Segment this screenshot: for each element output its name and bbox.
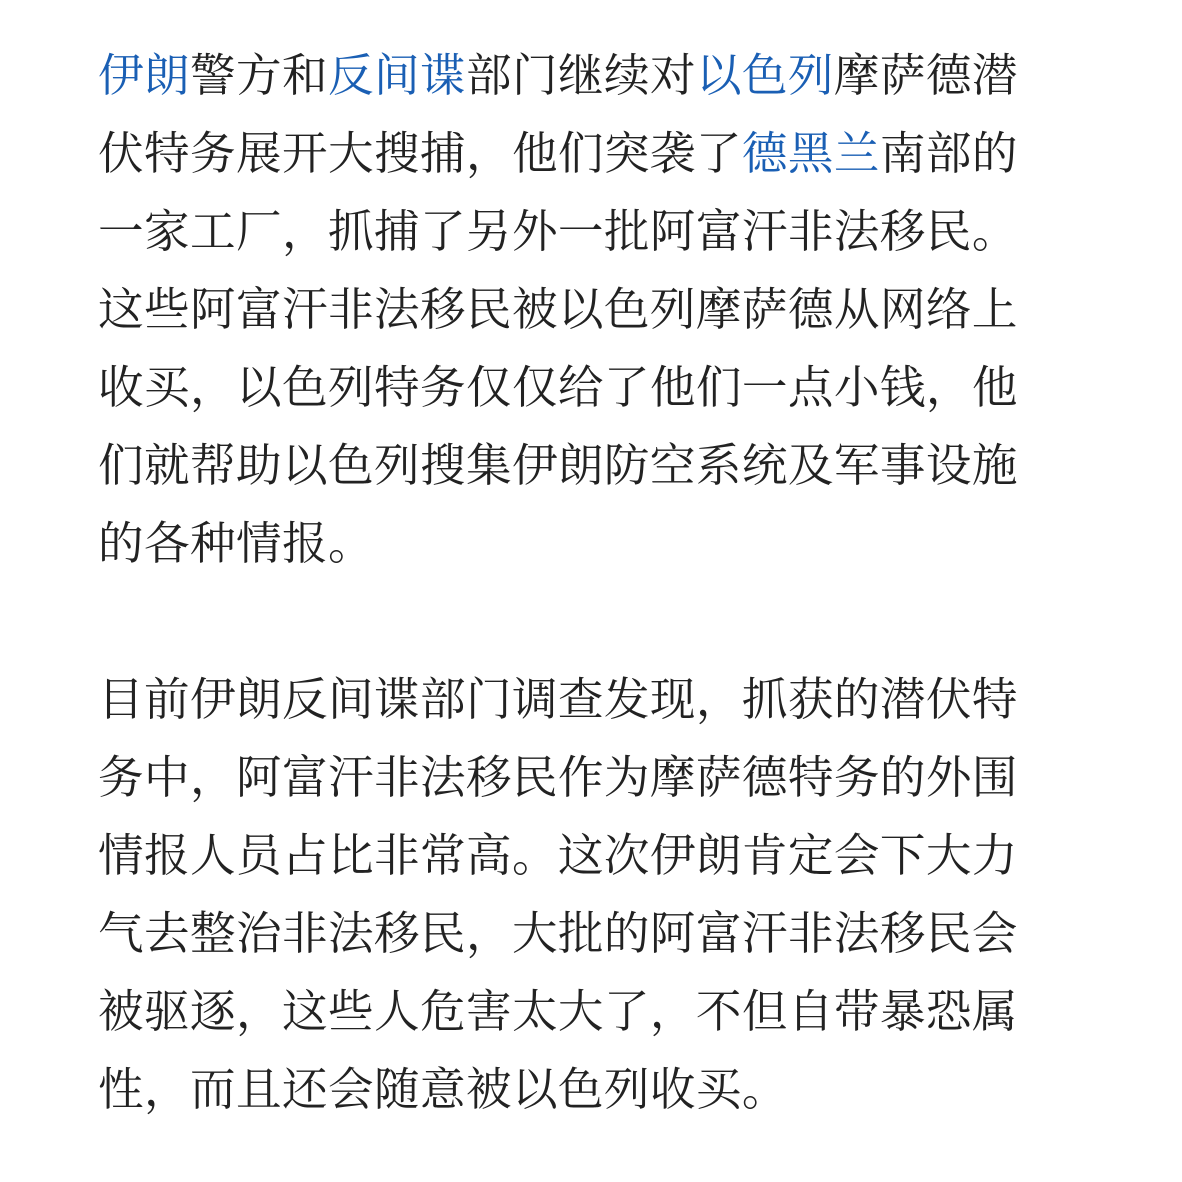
link-israel[interactable]: 以色列 xyxy=(695,49,834,102)
paragraph-1-text: 摩萨德潜伏特务展开大搜捕，他们突袭了 xyxy=(98,49,1018,180)
paragraph-1-text: 警方和 xyxy=(190,49,328,102)
link-tehran[interactable]: 德黑兰 xyxy=(741,127,880,180)
paragraph-1-text: 部门继续对 xyxy=(465,49,696,102)
article-body xyxy=(98,37,1060,1129)
link-iran[interactable]: 伊朗 xyxy=(98,49,190,102)
paragraph-2: 目前伊朗反间谍部门调查发现，抓获的潜伏特务中，阿富汗非法移民作为摩萨德特务的外围情报人员占比非常高。这次伊朗肯定会下大力气去整治非法移民，大批的阿富汗非法移民会被驱逐，这些人危害太大了，不但自带暴恐属性，而且还会随意被以色列收买。 xyxy=(98,673,1018,1116)
paragraph-1 xyxy=(98,37,1060,583)
paragraph-1-text: 南部的一家工厂，抓捕了另外一批阿富汗非法移民。这些阿富汗非法移民被以色列摩萨德从网络上收买，以色列特务仅仅给了他们一点小钱，他们就帮助以色列搜集伊朗防空系统及军事设施的各种情报。 xyxy=(98,127,1018,570)
link-counterintelligence[interactable]: 反间谍 xyxy=(327,49,466,102)
